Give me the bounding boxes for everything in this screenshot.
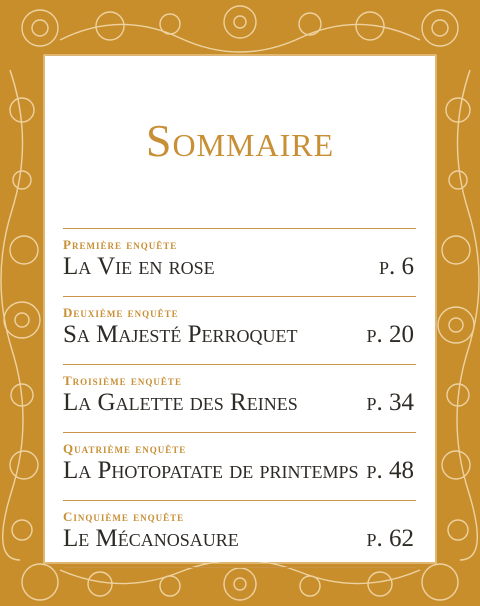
investigation-number: Cinquième enquête — [63, 509, 185, 524]
page-number: p. 62 — [366, 525, 414, 552]
toc-entry — [63, 364, 416, 432]
page-title: Sommaire — [145, 115, 335, 166]
contents-panel — [45, 56, 435, 562]
investigation-number: Première enquête — [63, 237, 178, 252]
chapter-title: La Vie en rose — [63, 253, 215, 280]
investigation-number: Deuxième enquête — [63, 305, 179, 320]
page-number: p. 6 — [378, 253, 414, 280]
table-of-contents — [63, 228, 416, 568]
chapter-title: Le Mécanosaure — [63, 525, 239, 552]
page-number: p. 48 — [366, 457, 414, 484]
chapter-title: La Photopatate de printemps — [63, 457, 359, 484]
investigation-number: Quatrième enquête — [63, 441, 187, 456]
toc-entry — [63, 432, 416, 500]
toc-entry — [63, 500, 416, 568]
toc-entry — [63, 228, 416, 296]
toc-entry — [63, 296, 416, 364]
chapter-title: La Galette des Reines — [63, 389, 298, 416]
page-number: p. 34 — [366, 389, 414, 416]
chapter-title: Sa Majesté Perroquet — [63, 321, 298, 348]
investigation-number: Troisième enquête — [63, 373, 182, 388]
page-number: p. 20 — [366, 321, 414, 348]
